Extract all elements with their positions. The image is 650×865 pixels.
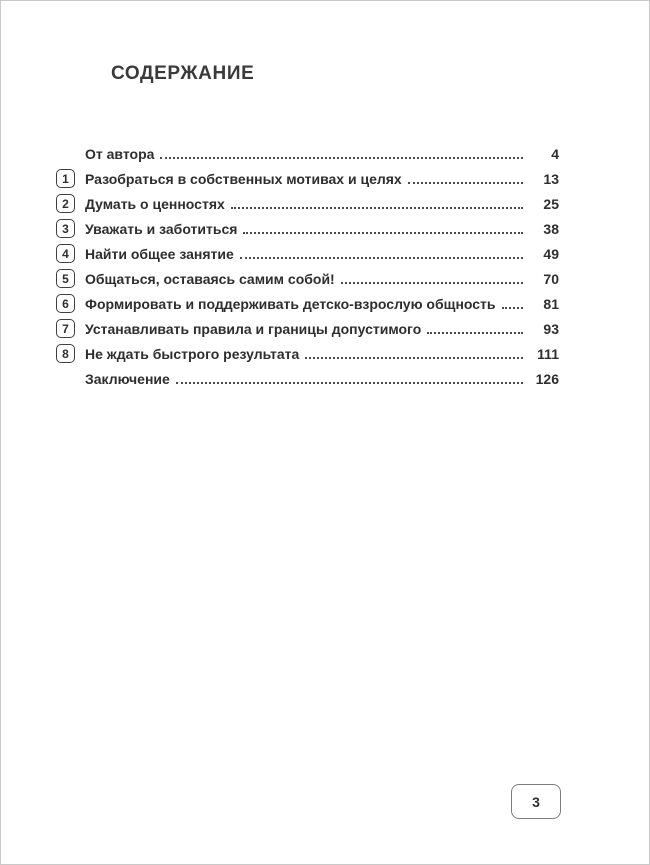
- dot-leader: [243, 232, 523, 234]
- page-title: СОДЕРЖАНИЕ: [111, 63, 255, 84]
- chapter-number-box: 5: [56, 269, 75, 288]
- dot-leader: [305, 357, 523, 359]
- chapter-number-box: 7: [56, 319, 75, 338]
- chapter-number-box: 3: [56, 219, 75, 238]
- toc-entry-label: Не ждать быстрого результата: [85, 345, 300, 362]
- chapter-number-box: 2: [56, 194, 75, 213]
- toc-entry[interactable]: [56, 316, 559, 341]
- toc-entry[interactable]: [56, 366, 559, 391]
- toc-entry-label: Общаться, оставаясь самим собой!: [85, 270, 335, 287]
- toc-entry-page: 70: [543, 270, 559, 287]
- toc-entry-label: Найти общее занятие: [85, 245, 234, 262]
- toc-entry-page: 49: [543, 245, 559, 262]
- page-number-box: [511, 784, 561, 819]
- toc-entry-label: Уважать и заботиться: [85, 220, 238, 237]
- toc-list: [1, 141, 649, 391]
- chapter-number-box: 8: [56, 344, 75, 363]
- toc-entry-page: 38: [543, 220, 559, 237]
- toc-entry-label: Формировать и поддерживать детско-взрослую общность: [85, 295, 496, 312]
- toc-entry-page: 13: [543, 170, 559, 187]
- dot-leader: [341, 282, 523, 284]
- toc-entry[interactable]: [56, 241, 559, 266]
- toc-entry-page: 4: [551, 145, 559, 162]
- dot-leader: [176, 382, 523, 384]
- page-number: 3: [532, 793, 540, 810]
- toc-entry-page: 25: [543, 195, 559, 212]
- toc-entry-label: Разобраться в собственных мотивах и целях: [85, 170, 402, 187]
- dot-leader: [502, 307, 523, 309]
- dot-leader: [160, 157, 523, 159]
- toc-entry-label: Устанавливать правила и границы допустимого: [85, 320, 422, 337]
- toc-entry-label: Заключение: [85, 370, 170, 387]
- dot-leader: [427, 332, 523, 334]
- dot-leader: [231, 207, 523, 209]
- toc-entry-page: 81: [543, 295, 559, 312]
- dot-leader: [240, 257, 523, 259]
- toc-entry[interactable]: [56, 341, 559, 366]
- toc-entry-label: От автора: [85, 145, 155, 162]
- toc-entry[interactable]: [56, 166, 559, 191]
- toc-entry[interactable]: [56, 216, 559, 241]
- chapter-number-box: 1: [56, 169, 75, 188]
- toc-entry[interactable]: [56, 141, 559, 166]
- toc-entry-page: 93: [543, 320, 559, 337]
- chapter-number-box: 6: [56, 294, 75, 313]
- toc-entry[interactable]: [56, 191, 559, 216]
- toc-entry-label: Думать о ценностях: [85, 195, 225, 212]
- chapter-number-box: 4: [56, 244, 75, 263]
- toc-entry[interactable]: [56, 266, 559, 291]
- toc-entry-page: 111: [537, 345, 559, 362]
- toc-entry-page: 126: [535, 370, 559, 387]
- dot-leader: [408, 182, 523, 184]
- toc-entry[interactable]: [56, 291, 559, 316]
